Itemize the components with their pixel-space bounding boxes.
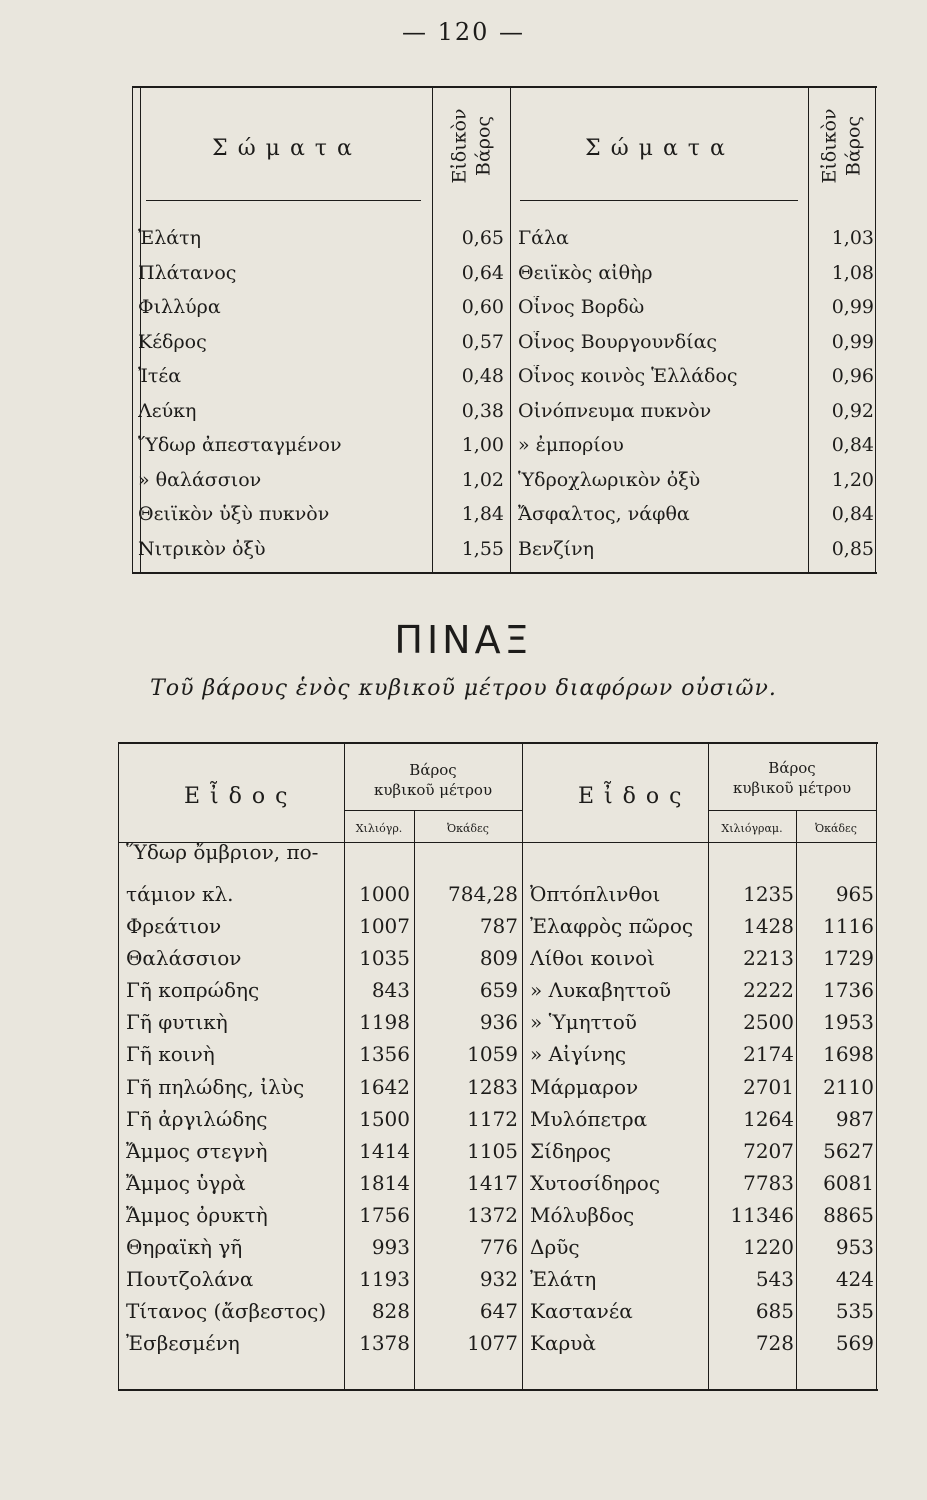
item-name: Ἰτέα (138, 365, 182, 387)
weight-okades: 936 (479, 1010, 518, 1035)
item-name: Γῆ πηλώδης, ἰλὺς (126, 1074, 305, 1099)
item-name: » θαλάσσιον (138, 468, 262, 491)
subheader-rule (344, 810, 522, 811)
item-name: Οἶνος Βουργουνδίας (518, 330, 718, 353)
item-name: Ὑδροχλωρικὸν ὀξὺ (518, 468, 701, 491)
weight-okades: 1372 (467, 1202, 518, 1227)
specific-weight: 0,48 (461, 365, 504, 387)
specific-weight: 1,55 (461, 537, 504, 560)
weight-okades: 953 (835, 1235, 874, 1260)
weight-kilograms: 1007 (359, 914, 410, 939)
item-name: Ἐλάτη (530, 1267, 597, 1292)
table-subtitle: Τοῦ βάρους ἑνὸς κυβικοῦ μέτρου διαφόρων οὐσιῶν. (150, 676, 777, 701)
weight-okades: 932 (479, 1267, 518, 1292)
weight-okades: 1116 (823, 914, 874, 939)
item-name: Γῆ φυτικὴ (126, 1010, 228, 1035)
table-row (118, 1040, 878, 1072)
item-name: Δρῦς (530, 1235, 580, 1260)
column-header-weight-left: Βάρος κυβικοῦ μέτρου (373, 761, 493, 799)
item-name: Γῆ ἀργιλώδης (126, 1106, 268, 1131)
item-name: Λεύκη (138, 399, 197, 422)
specific-weight: 1,02 (461, 468, 504, 491)
table-row (118, 1329, 878, 1361)
item-name: Καστανέα (530, 1299, 633, 1324)
weight-kilograms: 1500 (359, 1106, 410, 1131)
column-header-specific-weight-left: Εἰδικὸν Βάρος (449, 108, 496, 184)
weight-okades: 1283 (467, 1074, 518, 1099)
item-name: » Λυκαβηττοῦ (530, 978, 672, 1003)
weight-kilograms: 1220 (743, 1235, 794, 1260)
weight-okades: 1736 (823, 978, 874, 1003)
item-name: Λίθοι κοινοὶ (530, 946, 655, 971)
item-name: Ἄμμος ὑγρὰ (126, 1170, 246, 1195)
weight-okades: 809 (479, 946, 518, 971)
specific-weight: 1,08 (831, 261, 874, 284)
table-row (118, 1073, 878, 1105)
table-row (132, 258, 877, 293)
unit-kilograms-left: Χιλιόγρ. (355, 822, 403, 835)
weight-kilograms: 1035 (359, 946, 410, 971)
table-row (118, 1233, 878, 1265)
item-name: Ὕδωρ ἀπεσταγμένον (138, 434, 342, 456)
table-title: ΠΙΝΑΞ (394, 618, 533, 662)
weight-okades: 424 (835, 1267, 874, 1292)
weight-kilograms: 7207 (743, 1138, 794, 1163)
weight-okades: 2110 (823, 1074, 874, 1099)
item-name: Βενζίνη (518, 537, 595, 560)
specific-weight: 0,64 (461, 261, 504, 284)
table-row (132, 534, 877, 569)
item-name: Θηραϊκὴ γῆ (126, 1235, 243, 1260)
item-name: Ἐσβεσμένη (126, 1331, 240, 1356)
item-name: Ὀπτόπλινθοι (530, 882, 661, 906)
item-name: Σίδηρος (530, 1138, 612, 1163)
item-name: Χυτοσίδηρος (530, 1170, 661, 1195)
weight-kilograms: 2701 (743, 1074, 794, 1099)
item-name: Μυλόπετρα (530, 1106, 648, 1131)
item-name: Καρυὰ (530, 1331, 596, 1356)
weight-kilograms: 2222 (743, 978, 794, 1003)
column-header-kind-right: Εἶδος (578, 784, 692, 809)
column-header-specific-weight-right: Εἰδικὸν Βάρος (819, 108, 866, 184)
item-name: Ἐλαφρὸς πῶρος (530, 914, 694, 939)
weight-kilograms: 1428 (743, 914, 794, 939)
unit-okades-left: Ὀκάδες (447, 822, 489, 835)
item-name: Τίτανος (ἄσβεστος) (126, 1299, 327, 1324)
weight-kilograms: 1235 (743, 882, 794, 906)
weight-okades: 6081 (823, 1170, 874, 1195)
table-row (118, 1201, 878, 1233)
weight-okades: 1172 (467, 1106, 518, 1131)
weight-kilograms: 1264 (743, 1106, 794, 1131)
table-row (132, 396, 877, 431)
table-row (118, 1008, 878, 1040)
cubic-meter-weight-table (118, 742, 878, 1391)
specific-weight: 0,99 (831, 296, 874, 318)
weight-kilograms: 685 (755, 1299, 794, 1324)
item-name: Θαλάσσιον (126, 946, 242, 971)
weight-okades: 535 (835, 1299, 874, 1324)
specific-weight: 1,00 (461, 434, 504, 456)
column-header-kind-left: Εἶδος (184, 784, 298, 809)
weight-kilograms: 1642 (359, 1074, 410, 1099)
weight-kilograms: 1000 (359, 882, 410, 906)
item-name: Θειϊκὸν ὑξὺ πυκνὸν (138, 503, 330, 525)
weight-okades: 1077 (467, 1331, 518, 1356)
weight-okades: 1698 (823, 1042, 874, 1067)
subheader-rule (708, 810, 876, 811)
item-name: Οἶνος Βορδὼ (518, 296, 645, 318)
table-row (118, 1169, 878, 1201)
item-name: Ἄμμος ὀρυκτὴ (126, 1202, 268, 1227)
table-row (132, 499, 877, 534)
item-name: Κέδρος (138, 330, 207, 353)
table-row (118, 1297, 878, 1329)
weight-kilograms: 543 (755, 1267, 794, 1292)
header-rule (146, 200, 421, 201)
weight-kilograms: 7783 (743, 1170, 794, 1195)
table-row (132, 223, 877, 258)
item-name: Γῆ κοπρώδης (126, 978, 260, 1003)
weight-okades: 569 (835, 1331, 874, 1356)
table-body (132, 223, 877, 568)
weight-kilograms: 1356 (359, 1042, 410, 1067)
weight-okades: 1953 (823, 1010, 874, 1035)
table-body (118, 880, 878, 1361)
table-row (118, 1105, 878, 1137)
table-row (118, 944, 878, 976)
item-name: Μάρμαρον (530, 1074, 639, 1099)
table-row (118, 976, 878, 1008)
item-name: » ἐμπορίου (518, 434, 624, 456)
unit-kilograms-right: Χιλιόγραμ. (721, 822, 783, 835)
item-name: Οἰνόπνευμα πυκνὸν (518, 399, 712, 422)
item-name: Ἄσφαλτος, νάφθα (518, 503, 690, 525)
weight-okades: 987 (835, 1106, 874, 1131)
item-name: » Ὑμηττοῦ (530, 1010, 637, 1035)
weight-kilograms: 1814 (359, 1170, 410, 1195)
weight-kilograms: 1756 (359, 1202, 410, 1227)
item-name: Πλάτανος (138, 261, 237, 284)
specific-weight: 1,84 (461, 503, 504, 525)
weight-kilograms: 1193 (359, 1267, 410, 1292)
specific-weight: 0,92 (831, 399, 874, 422)
column-header-bodies-right: Σώματα (585, 136, 735, 161)
specific-weight: 0,84 (831, 503, 874, 525)
page-number: — 120 — (401, 18, 526, 46)
weight-okades: 647 (479, 1299, 518, 1324)
specific-weight: 1,03 (831, 227, 874, 249)
weight-okades: 776 (479, 1235, 518, 1260)
weight-kilograms: 1198 (359, 1010, 410, 1035)
specific-weight: 0,38 (461, 399, 504, 422)
weight-okades: 784,28 (448, 882, 518, 906)
weight-okades: 965 (835, 882, 874, 906)
specific-weight: 0,65 (461, 227, 504, 249)
table-row (132, 327, 877, 362)
item-name: Θειϊκὸς αἰθὴρ (518, 261, 653, 284)
item-name: Γάλα (518, 227, 569, 249)
weight-okades: 1417 (467, 1170, 518, 1195)
specific-weight-table (132, 86, 877, 574)
weight-okades: 5627 (823, 1138, 874, 1163)
header-rule (522, 842, 876, 843)
item-name: Πουτζολάνα (126, 1267, 254, 1292)
item-name: Μόλυβδος (530, 1202, 635, 1227)
item-name: Οἶνος κοινὸς Ἑλλάδος (518, 365, 738, 387)
weight-kilograms: 828 (371, 1299, 410, 1324)
specific-weight: 0,85 (831, 537, 874, 560)
item-name: Φιλλύρα (138, 296, 221, 318)
item-name: Ἐλάτη (138, 227, 201, 249)
weight-okades: 787 (479, 914, 518, 939)
specific-weight: 0,60 (461, 296, 504, 318)
specific-weight: 0,96 (831, 365, 874, 387)
weight-kilograms: 2500 (743, 1010, 794, 1035)
header-rule (520, 200, 798, 201)
weight-kilograms: 993 (371, 1235, 410, 1260)
weight-kilograms: 843 (371, 978, 410, 1003)
item-name: » Αἰγίνης (530, 1042, 627, 1067)
column-header-bodies-left: Σώματα (212, 136, 362, 161)
item-name: Γῆ κοινὴ (126, 1042, 215, 1067)
weight-okades: 1729 (823, 946, 874, 971)
item-name: Ἄμμος στεγνὴ (126, 1138, 268, 1163)
table-row (118, 912, 878, 944)
weight-kilograms: 1414 (359, 1138, 410, 1163)
weight-okades: 1059 (467, 1042, 518, 1067)
item-name: Φρεάτιον (126, 914, 222, 939)
column-header-weight-right: Βάρος κυβικοῦ μέτρου (732, 759, 852, 797)
weight-okades: 8865 (823, 1202, 874, 1227)
table-row (132, 361, 877, 396)
weight-kilograms: 728 (755, 1331, 794, 1356)
weight-kilograms: 2213 (743, 946, 794, 971)
table-row (118, 1265, 878, 1297)
weight-okades: 659 (479, 978, 518, 1003)
item-name: Νιτρικὸν ὀξὺ (138, 537, 266, 560)
specific-weight: 0,84 (831, 434, 874, 456)
specific-weight: 0,57 (461, 330, 504, 353)
weight-kilograms: 1378 (359, 1331, 410, 1356)
table-row (118, 880, 878, 912)
table-row (132, 292, 877, 327)
weight-kilograms: 2174 (743, 1042, 794, 1067)
table-row (132, 465, 877, 500)
weight-okades: 1105 (467, 1138, 518, 1163)
specific-weight: 1,20 (831, 468, 874, 491)
weight-kilograms: 11346 (730, 1202, 794, 1227)
unit-okades-right: Ὀκάδες (815, 822, 857, 835)
specific-weight: 0,99 (831, 330, 874, 353)
first-row-name-prefix: Ὕδωρ ὄμβριον, πο- (126, 840, 319, 864)
table-row (118, 1137, 878, 1169)
item-name: τάμιον κλ. (126, 882, 234, 906)
table-row (132, 430, 877, 465)
